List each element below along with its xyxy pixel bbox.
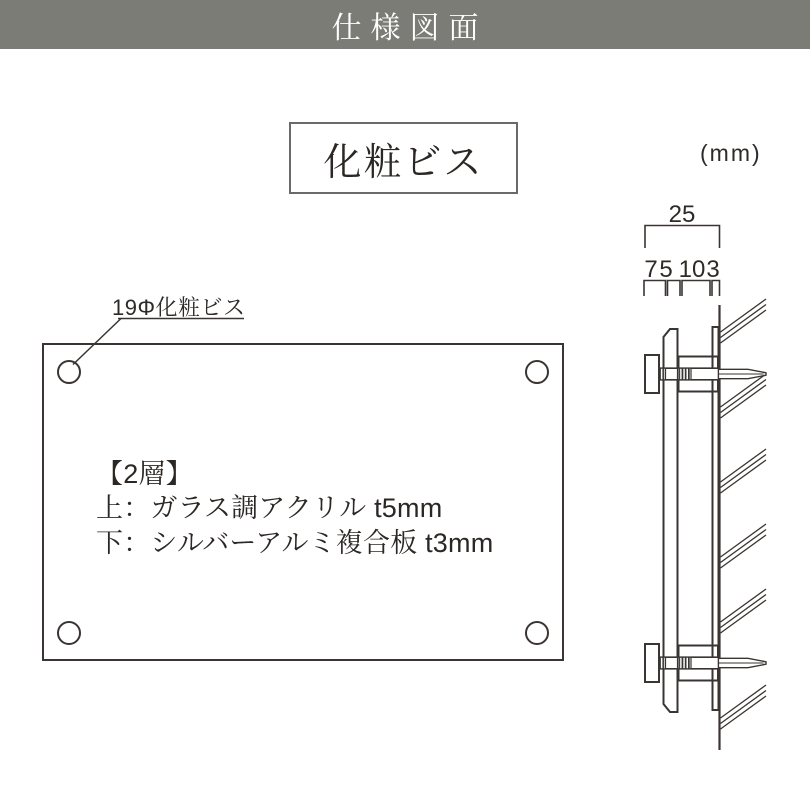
dim-segment-cap: 7 <box>644 256 658 283</box>
side-view-section <box>645 299 766 750</box>
screw-hole-bottom-right <box>526 622 548 644</box>
dim-segment-gap: 10 <box>678 256 706 283</box>
screw-callout-label: 19Φ化粧ビス <box>112 295 246 320</box>
title-box <box>289 122 518 194</box>
callout-leader-line <box>73 319 244 365</box>
panel-text-layer-bottom: 下：シルバーアルミ複合板 t3mm <box>96 528 494 558</box>
screw-hole-bottom-left <box>58 622 80 644</box>
panel-text-layer-top: 上：ガラス調アクリル t5mm <box>96 493 443 523</box>
screw-hole-top-left <box>58 361 80 383</box>
title-box-label: 化粧ビス <box>323 141 484 184</box>
header-bar <box>0 0 810 49</box>
dim-segment-backpanel: 3 <box>706 256 720 283</box>
panel-text-heading: 【2層】 <box>96 459 193 489</box>
screw-hole-top-right <box>526 361 548 383</box>
dim-total-width: 25 <box>668 201 696 228</box>
page-title: 仕様図面 <box>331 11 488 45</box>
acrylic-panel-section <box>664 329 678 712</box>
dim-segment-acrylic: 5 <box>659 256 673 283</box>
unit-label: (mm) <box>700 140 762 166</box>
